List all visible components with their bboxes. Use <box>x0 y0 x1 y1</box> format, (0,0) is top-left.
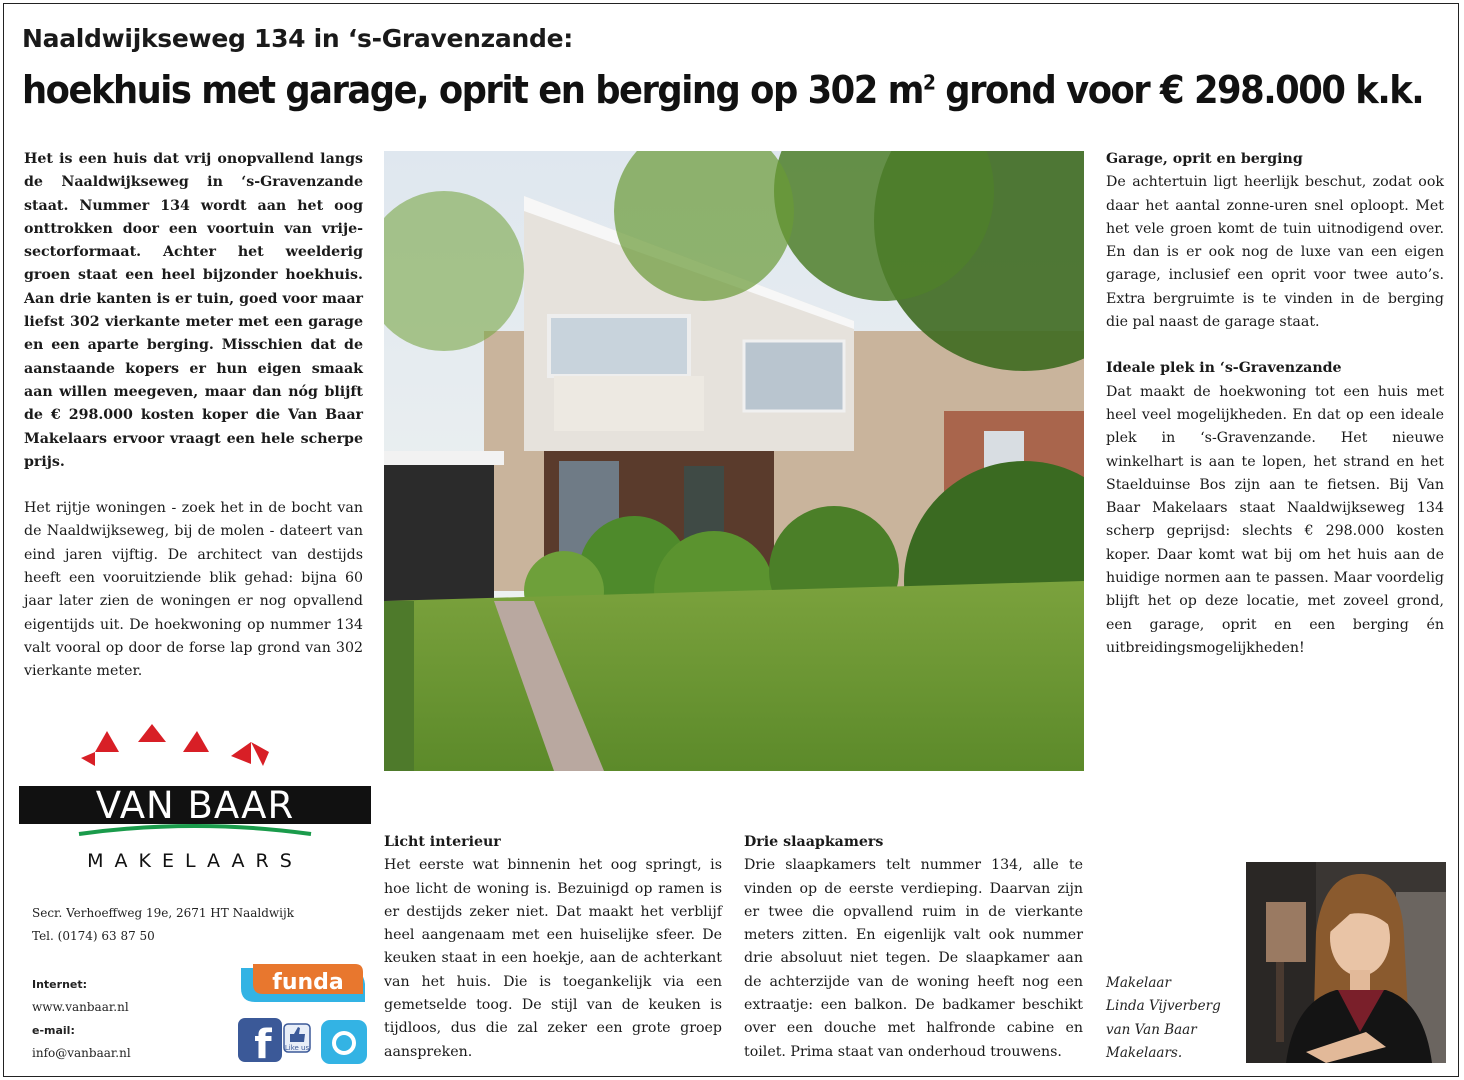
section-heading-location: Ideale plek in ‘s-Gravenzande <box>1106 360 1342 377</box>
body-paragraph: Het rijtje woningen - zoek het in de bocht van de Naaldwijkseweg, bij de molen - dateert van eind jaren vijftig. De architect van destijds heeft een vooruitziende blik gehad: bijna 60 jaar later zien de woningen er nog opvallend eigentijds uit. De hoekwoning op nummer 134 valt vooral op door de forse lap grond van 302 vierkante meter. <box>24 500 363 680</box>
like-text: Like us <box>284 1044 310 1052</box>
funda-badge[interactable] <box>237 962 367 1008</box>
article-headline <box>22 68 1423 112</box>
section-heading-interior: Licht interieur <box>384 834 501 850</box>
headline-text-end: grond voor € 298.000 k.k. <box>934 68 1424 112</box>
left-column <box>24 148 363 684</box>
logo-wordmark: VAN BAAR <box>95 784 295 827</box>
headline-superscript: 2 <box>923 70 935 95</box>
bedrooms-column <box>744 831 1083 1064</box>
office-contact <box>32 902 294 948</box>
agent-name: Linda Vijverberg <box>1106 998 1221 1015</box>
internet-label: Internet: <box>32 978 88 991</box>
website-link[interactable]: www.vanbaar.nl <box>32 1000 129 1014</box>
house-photo <box>384 151 1084 771</box>
section-body-location: Dat maakt de hoekwoning tot een huis met heel veel mogelijkheden. En dat op een ideale plek in ‘s-Gravenzande. Het nieuwe winkelhart is aan te lopen, het strand en het Staelduinse Bos zijn aan te fietsen. Bij Van Baar Makelaars staat Naaldwijkseweg 134 scherp geprijsd: slechts € 298.000 kosten koper. Daar komt wat bij om het huis aan de huidige normen aan te passen. Maar voordelig blijft het op deze locatie, met zoveel grond, een garage, oprit en een berging én uitbreidingsmogelijkheden! <box>1106 383 1444 656</box>
section-body-bedrooms: Drie slaapkamers telt nummer 134, alle te vinden op de eerste verdieping. Daarvan zijn er twee die opvallend ruim in de vierkante meters zitten. En eigenlijk valt ook nummer drie absoluut niet tegen. De slaapkamer aan de achterzijde van de woning heeft nog een extraatje: een balkon. De badkamer beschikt over een douche met halfronde cabine en toilet. Prima staat van onderhoud trouwens. <box>744 857 1083 1060</box>
office-phone: Tel. (0174) 63 87 50 <box>32 929 155 943</box>
right-column <box>1106 148 1444 660</box>
agent-caption <box>1106 972 1221 1065</box>
headline-text: hoekhuis met garage, oprit en berging op 302 m <box>22 68 924 112</box>
facebook-icon[interactable] <box>237 1016 369 1066</box>
agent-company-end: Makelaars. <box>1106 1044 1183 1061</box>
email-label: e-mail: <box>32 1024 75 1037</box>
section-body-garage: De achtertuin ligt heerlijk beschut, zodat ook daar het aantal zonne-uren snel oploopt. Met het vele groen komt de tuin uitnodigend over. En dan is er ook nog de luxe van een eigen garage, inclusief een oprit voor twee auto’s. Extra bergruimte is te vinden in de berging die pal naast de garage staat. <box>1106 174 1444 331</box>
social-icons <box>237 1016 369 1066</box>
section-body-interior: Het eerste wat binnenin het oog springt, is hoe licht de woning is. Bezuinigd op ramen is er destijds zeker niet. Dat maakt het verblijf heel aangenaam met een huiselijke sfeer. De keuken staat in een hoekje, aan de achterkant van het huis. Die is toegankelijk via een gemetselde toog. De stijl van de keuken is tijdloos, dus die zal zeker een grote groep aanspreken. <box>384 857 722 1060</box>
logo-subtitle: MAKELAARS <box>87 850 303 872</box>
online-contact <box>32 973 131 1065</box>
van-baar-logo <box>19 722 371 872</box>
section-heading-bedrooms: Drie slaapkamers <box>744 834 884 850</box>
funda-text: funda <box>272 970 344 995</box>
section-heading-garage: Garage, oprit en berging <box>1106 151 1303 167</box>
agent-company: van Van Baar <box>1106 1021 1197 1038</box>
lead-paragraph: Het is een huis dat vrij onopvallend langs de Naaldwijkseweg in ‘s-Gravenzande staat. Nummer 134 wordt aan het oog onttrokken door een voortuin van vrije-sectorformaat. Achter het weelderig groen staat een heel bijzonder hoekhuis. Aan drie kanten is er tuin, goed voor maar liefst 302 vierkante meter met een garage en een aparte berging. Misschien dat de aanstaande kopers er hun eigen smaak aan willen meegeven, maar dan nóg blijft de € 298.000 kosten koper die Van Baar Makelaars ervoor vraagt een hele scherpe prijs. <box>24 151 363 470</box>
svg-text:f: f <box>254 1022 272 1066</box>
agent-photo <box>1246 862 1446 1063</box>
agent-role: Makelaar <box>1106 975 1171 991</box>
article-subhead: Naaldwijkseweg 134 in ‘s-Gravenzande: <box>22 24 573 53</box>
interior-column <box>384 831 722 1064</box>
email-link[interactable]: info@vanbaar.nl <box>32 1046 131 1060</box>
office-address: Secr. Verhoeffweg 19e, 2671 HT Naaldwijk <box>32 906 295 920</box>
